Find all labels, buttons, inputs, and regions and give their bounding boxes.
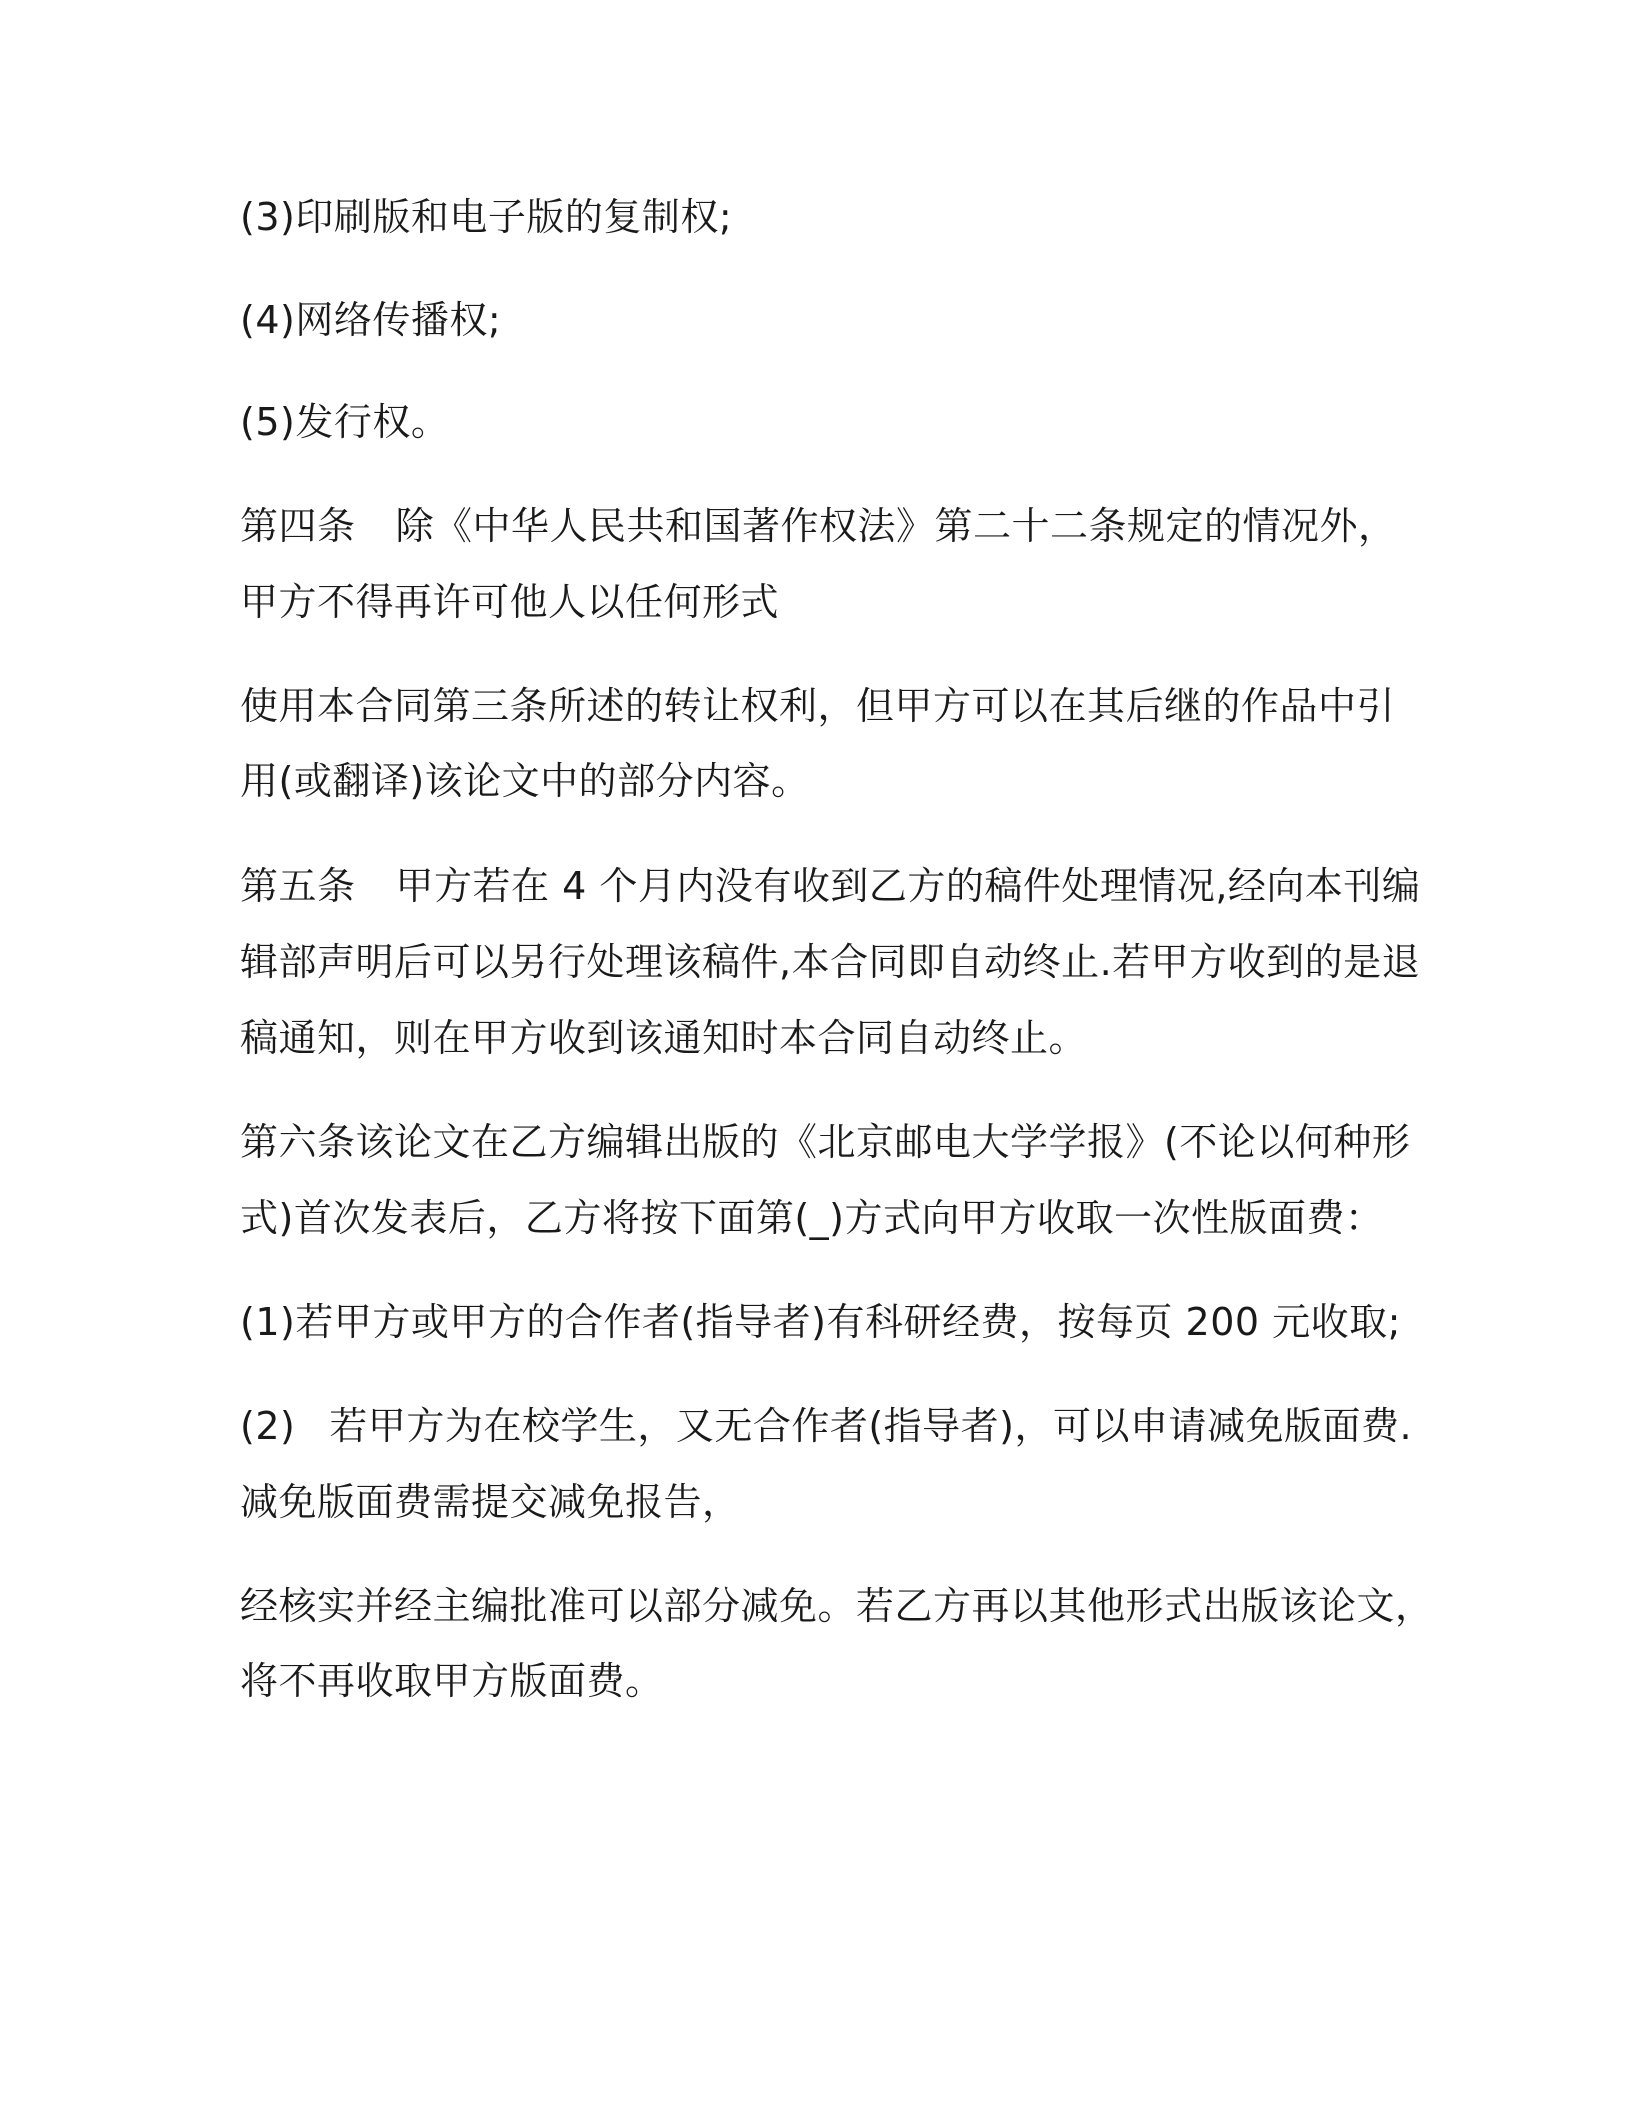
article-6-text-2: 式)首次发表后，乙方将按下面第(_)方式向甲方收取一次性版面费： [240,1196,1384,1240]
article-6-text: 第六条该论文在乙方编辑出版的《北京邮电大学学报》(不论以何种形 [240,1120,1411,1164]
article-5-text-3: 稿通知，则在甲方收到该通知时本合同自动终止。 [240,1016,1088,1060]
article-5-heading: 第五条 [240,864,356,908]
clause-item-3-text: (3)印刷版和电子版的复制权; [240,195,733,239]
closing-text: 经核实并经主编批准可以部分减免。若乙方再以其他形式出版该论文， [240,1584,1434,1628]
article-6-line-2 [240,1194,1383,1242]
clause-item-4-text: (4)网络传播权; [240,298,502,342]
fee-option-2-text-2: 减免版面费需提交减免报告， [240,1480,741,1524]
fee-option-1-text: (1)若甲方或甲方的合作者(指导者)有科研经费，按每页 200 元收取; [240,1300,1401,1344]
article-5-text: 甲方若在 4 个月内没有收到乙方的稿件处理情况,经向本刊编 [395,864,1421,908]
article-4-line-4 [240,757,810,805]
article-4-line-1 [240,502,1397,550]
clause-item-5 [240,398,449,446]
fee-option-2-text: 若甲方为在校学生，又无合作者(指导者)，可以申请减免版面费. [329,1404,1413,1448]
article-5-line-2 [240,938,1420,986]
article-4-text-3: 使用本合同第三条所述的转让权利，但甲方可以在其后继的作品中引 [240,684,1396,728]
fee-option-2-line-2 [240,1478,741,1526]
closing-text-2: 将不再收取甲方版面费。 [240,1659,664,1703]
clause-item-4 [240,296,501,344]
article-4-text-4: 用(或翻译)该论文中的部分内容。 [240,759,810,803]
article-5-line-3 [240,1014,1087,1062]
fee-option-2-line-1 [240,1402,1412,1450]
article-4-text: 除《中华人民共和国著作权法》第二十二条规定的情况外， [395,504,1397,548]
closing-line-2 [240,1657,664,1705]
article-4-line-3 [240,682,1395,730]
fee-option-2-number: (2) [240,1404,296,1448]
article-4-line-2 [240,578,779,626]
article-5-line-1 [240,862,1420,910]
fee-option-1 [240,1298,1401,1346]
clause-item-3 [240,193,732,241]
closing-line-1 [240,1582,1434,1630]
article-6-line-1 [240,1118,1410,1166]
clause-item-5-text: (5)发行权。 [240,400,450,444]
article-4-text-2: 甲方不得再许可他人以任何形式 [240,580,780,624]
article-5-text-2: 辑部声明后可以另行处理该稿件,本合同即自动终止.若甲方收到的是退 [240,940,1421,984]
article-4-heading: 第四条 [240,504,356,548]
